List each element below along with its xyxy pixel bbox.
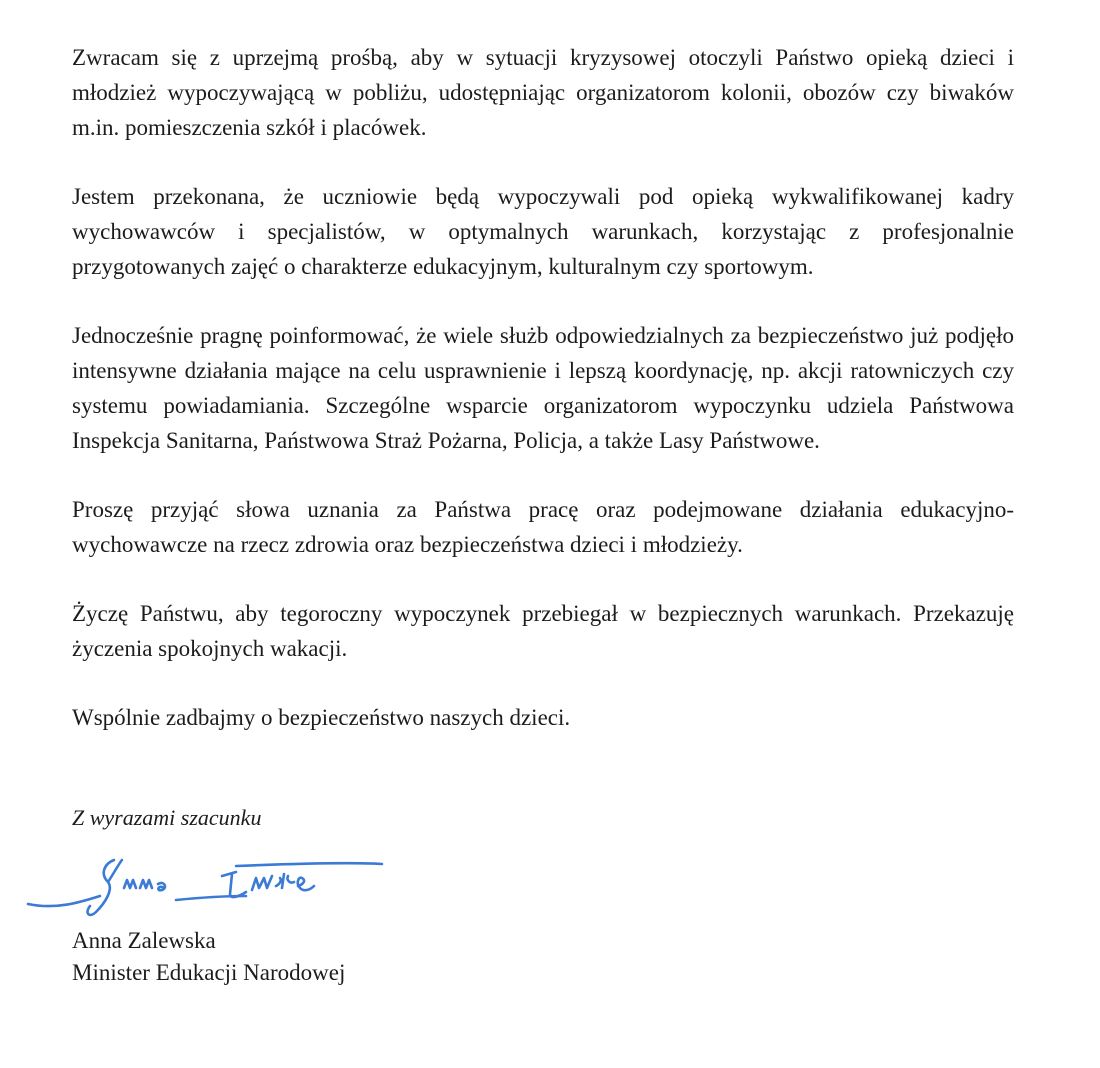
handwritten-signature — [26, 852, 386, 922]
paragraph-services: Jednocześnie pragnę poinformować, że wiele służb odpowiedzialnych za bezpieczeństwo już podjęło intensywne działania mające na celu usprawnienie i lepszą koordynację, np. akcji ratowniczych czy systemu powiadamiania. Szczególne wsparcie organizatorom wypoczynku udziela Państwowa Inspekcja Sanitarna, Państwowa Straż Pożarna, Policja, a także Lasy Państwowe. — [72, 323, 1014, 453]
signatory-block — [72, 925, 345, 989]
paragraph-request: Zwracam się z uprzejmą prośbą, aby w sytuacji kryzysowej otoczyli Państwo opieką dzieci i młodzież wypoczywającą w pobliżu, udostępniając organizatorom kolonii, obozów czy biwaków m.in. pomieszczenia szkół i placówek. — [72, 45, 1014, 140]
letter-body — [72, 40, 1014, 769]
paragraph-conviction: Jestem przekonana, że uczniowie będą wypoczywali pod opieką wykwalifikowanej kadry wychowawców i specjalistów, w optymalnych warunkach, korzystając z profesjonalnie przygotowanych zajęć o charakterze edukacyjnym, kulturalnym czy sportowym. — [72, 184, 1014, 279]
paragraph-safety: Wspólnie zadbajmy o bezpieczeństwo naszych dzieci. — [72, 705, 571, 730]
paragraph-wishes: Życzę Państwu, aby tegoroczny wypoczynek przebiegał w bezpiecznych warunkach. Przekazuję życzenia spokojnych wakacji. — [72, 601, 1014, 661]
signatory-name: Anna Zalewska — [72, 928, 216, 953]
signatory-title: Minister Edukacji Narodowej — [72, 960, 346, 985]
closing-phrase: Z wyrazami szacunku — [72, 805, 262, 830]
paragraph-appreciation: Proszę przyjąć słowa uznania za Państwa pracę oraz podejmowane działania edukacyjno-wychowawcze na rzecz zdrowia oraz bezpieczeństwa dzieci i młodzieży. — [72, 497, 1014, 557]
